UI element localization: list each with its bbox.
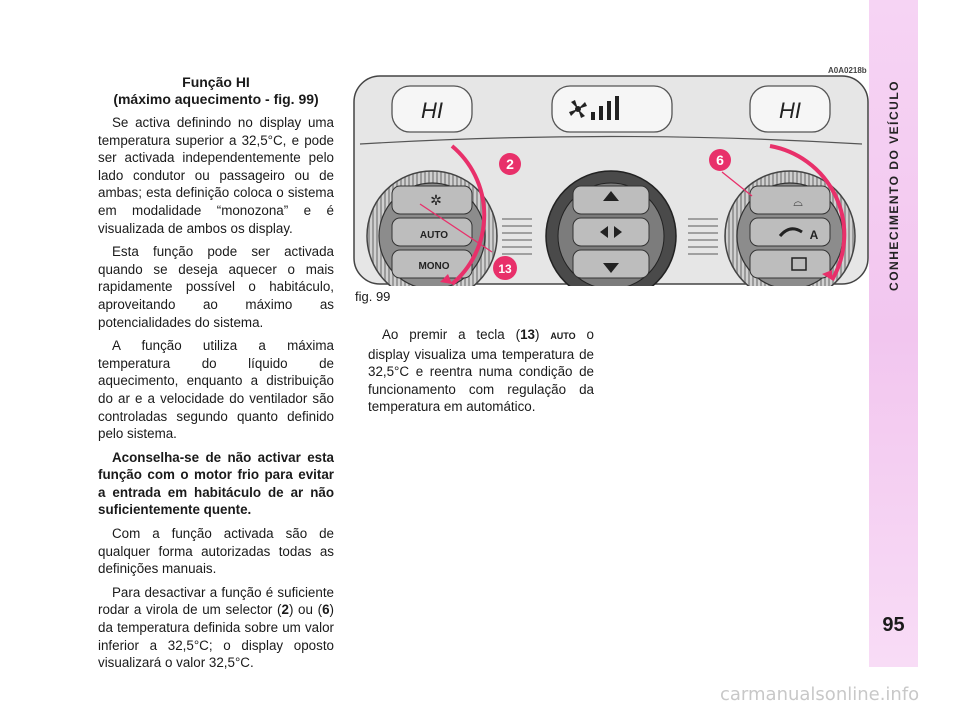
paragraph-1: Se activa definindo no display uma temperatura superior a 32,5°C, e pode ser activada independentemente pelo lado condutor ou passageiro ou de ambas; esta definição coloca o sistema em modalidade “monozona” e é visualizada de ambos os display. — [98, 115, 334, 236]
callout-2: 2 — [506, 156, 514, 172]
climate-panel-figure — [352, 74, 870, 286]
auto-button-label: AUTO — [419, 230, 449, 241]
right-text-column — [368, 326, 594, 416]
paragraph-3: A função utiliza a máxima temperatura do líquido de aquecimento, enquanto a distribuição do ar e a velocidade do ventilador são controladas segundo quanto definido pelo sistema. — [98, 338, 334, 442]
mono-button-label: MONO — [418, 261, 450, 272]
windshield-defrost-button[interactable] — [750, 186, 830, 214]
rear-defrost-button[interactable] — [750, 250, 830, 278]
page-number: 95 — [882, 614, 905, 636]
figure-code: A0A0218b — [828, 66, 867, 75]
figure-caption: fig. 99 — [355, 289, 391, 304]
section-heading: Função HI (máximo aquecimento - fig. 99) — [113, 74, 319, 107]
left-text-column — [98, 74, 334, 678]
distribution-center-button[interactable] — [573, 218, 649, 246]
watermark: carmanualsonline.info — [720, 684, 920, 705]
snowflake-icon: ✲ — [430, 192, 442, 208]
chapter-title: CONHECIMENTO DO VEÍCULO — [887, 79, 901, 291]
paragraph-4: Com a função activada são de qualquer forma autorizadas todas as definições manuais. — [98, 526, 334, 577]
paragraph-2: Esta função pode ser activada quando se deseja aquecer o mais rapidamente possível o habitáculo, aproveitando ao máximo as potencialidades do sistema. — [98, 244, 334, 330]
paragraph-5: Para desactivar a função é suficiente rodar a virola de um selector (2) ou (6) da temperatura definida sobre um valor inferior a 32,5°C; o display oposto visualizará o valor 32,5°C. — [98, 584, 334, 671]
display-center — [552, 86, 672, 132]
a-button-label: A — [809, 228, 819, 242]
display-left-text: HI — [421, 98, 443, 123]
auto-paragraph: Ao premir a tecla (13) AUTO o display visualiza uma temperatura de 32,5°C e reentra numa condição de funcionamento com regulação da temperatura em automático. — [368, 327, 594, 415]
callout-6: 6 — [716, 152, 724, 168]
display-right-text: HI — [779, 98, 801, 123]
warning-paragraph: Aconselha-se de não activar esta função com o motor frio para evitar a entrada em habitáculo de ar não suficientemente quente. — [98, 449, 334, 518]
windshield-defrost-icon: ⌓ — [793, 195, 803, 209]
callout-13: 13 — [498, 262, 512, 276]
